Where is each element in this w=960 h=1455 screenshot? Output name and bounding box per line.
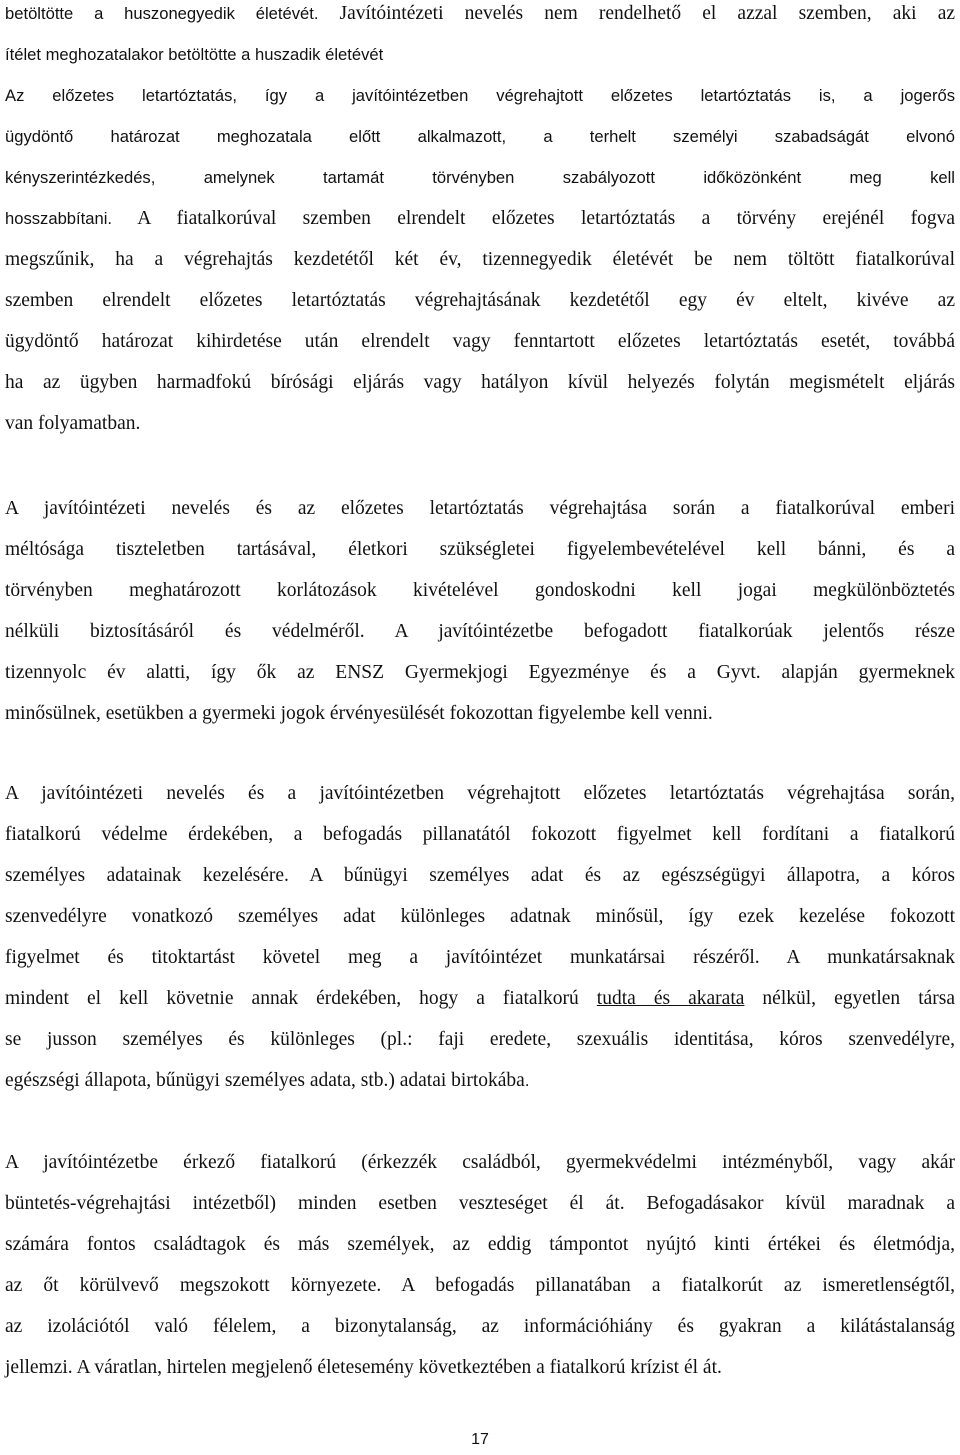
text-line: minősülnek, esetükben a gyermeki jogok érvényesülését fokozottan figyelembe kell venni.: [5, 703, 713, 724]
text-line: nélküli biztosításáról és védelméről. A javítóintézetbe befogadott fiatalkorúak jelentős része: [5, 621, 955, 642]
text-line: A javítóintézeti nevelés és az előzetes letartóztatás végrehajtása során a fiatalkorúval emberi: [5, 498, 955, 519]
paragraph-3: [5, 773, 955, 1101]
text-line: [5, 0, 955, 34]
text-line: se jusson személyes és különleges (pl.: faji eredete, szexuális identitása, kóros szenvedélyre,: [5, 1029, 955, 1050]
text-line: A javítóintézeti nevelés és a javítóintézetben végrehajtott előzetes letartóztatás végrehajtása során,: [5, 783, 955, 804]
text-line: büntetés-végrehajtási intézetből) minden esetben veszteséget él át. Befogadásakor kívül maradnak a: [5, 1193, 955, 1214]
text-line: ítélet meghozatalakor betöltötte a huszadik életévét: [5, 45, 384, 64]
text-line: az izolációtól való félelem, a bizonytalanság, az információhiány és gyakran a kilátástalanság: [5, 1316, 955, 1337]
underlined-phrase: tudta és akarata: [596, 988, 745, 1009]
text-line: méltósága tiszteletben tartásával, életkori szükségletei figyelembevételével kell bánni, és a: [5, 539, 955, 560]
text-line: [5, 1060, 955, 1101]
text-line: [5, 198, 955, 239]
text-fragment: A fiatalkorúval szemben elrendelt előzetes letartóztatás a törvény erejénél fogva: [112, 208, 955, 229]
page-number: 17: [471, 1431, 489, 1448]
text-line: ügydöntő határozat meghozatala előtt alkalmazott, a terhelt személyi szabadságát elvonó: [5, 127, 955, 146]
text-fragment: nélkül, egyetlen társa: [744, 988, 956, 1009]
text-line: tizennyolc év alatti, így ők az ENSZ Gyermekjogi Egyezménye és a Gyvt. alapján gyermeknek: [5, 662, 955, 683]
paragraph-2: [5, 488, 955, 734]
text-line: ha az ügyben harmadfokú bírósági eljárás vagy hatályon kívül helyezés folytán megismételt eljárás: [5, 372, 955, 393]
text-line: Az előzetes letartóztatás, így a javítóintézetben végrehajtott előzetes letartóztatás is, a jogerős: [5, 86, 955, 105]
text-fragment: hosszabbítani.: [5, 209, 113, 228]
text-fragment: betöltötte a huszonegyedik életévét.: [5, 4, 319, 23]
text-line: ügydöntő határozat kihirdetése után elrendelt vagy fenntartott előzetes letartóztatás esetét, továbbá: [5, 331, 955, 352]
text-line: törvényben meghatározott korlátozások kivételével gondoskodni kell jogai megkülönböztetés: [5, 580, 955, 601]
text-line: van folyamatban.: [5, 413, 141, 434]
text-fragment: mindent el kell követnie annak érdekében, hogy a fiatalkorú: [5, 988, 597, 1009]
text-line: szenvedélyre vonatkozó személyes adat különleges adatnak minősül, így ezek kezelése fokozott: [5, 906, 955, 927]
text-line: szemben elrendelt előzetes letartóztatás végrehajtásának kezdetétől egy év eltelt, kivéve az: [5, 290, 955, 311]
paragraph-4: [5, 1142, 955, 1388]
text-line: az őt körülvevő megszokott környezete. A befogadás pillanatában a fiatalkorút az ismeretlenségtől,: [5, 1275, 955, 1296]
text-line: jellemzi. A váratlan, hirtelen megjelenő életesemény következtében a fiatalkorú krízist él át.: [5, 1357, 722, 1378]
text-line: számára fontos családtagok és más személyek, az eddig támpontot nyújtó kinti értékei és életmódja,: [5, 1234, 955, 1255]
text-line: megszűnik, ha a végrehajtás kezdetétől két év, tizennegyedik életévét be nem töltött fiatalkorúval: [5, 249, 955, 270]
text-line: [5, 978, 955, 1019]
text-fragment: .: [524, 1071, 530, 1090]
text-line: figyelmet és titoktartást követel meg a javítóintézet munkatársai részéről. A munkatársaknak: [5, 947, 955, 968]
text-line: személyes adatainak kezelésére. A bűnügyi személyes adat és az egészségügyi állapotra, a kóros: [5, 865, 955, 886]
text-line: A javítóintézetbe érkező fiatalkorú (érkezzék családból, gyermekvédelmi intézményből, vagy akár: [5, 1152, 955, 1173]
paragraph-1: [5, 0, 955, 444]
text-line: fiatalkorú védelme érdekében, a befogadás pillanatától fokozott figyelmet kell fordítani a fiatalkorú: [5, 824, 955, 845]
text-fragment: Javítóintézeti nevelés nem rendelhető el azzal szemben, aki az: [318, 3, 955, 24]
text-line: kényszerintézkedés, amelynek tartamát törvényben szabályozott időközönként meg kell: [5, 168, 955, 187]
text-fragment: egészségi állapota, bűnügyi személyes adata, stb.) adatai birtokába: [5, 1070, 525, 1091]
